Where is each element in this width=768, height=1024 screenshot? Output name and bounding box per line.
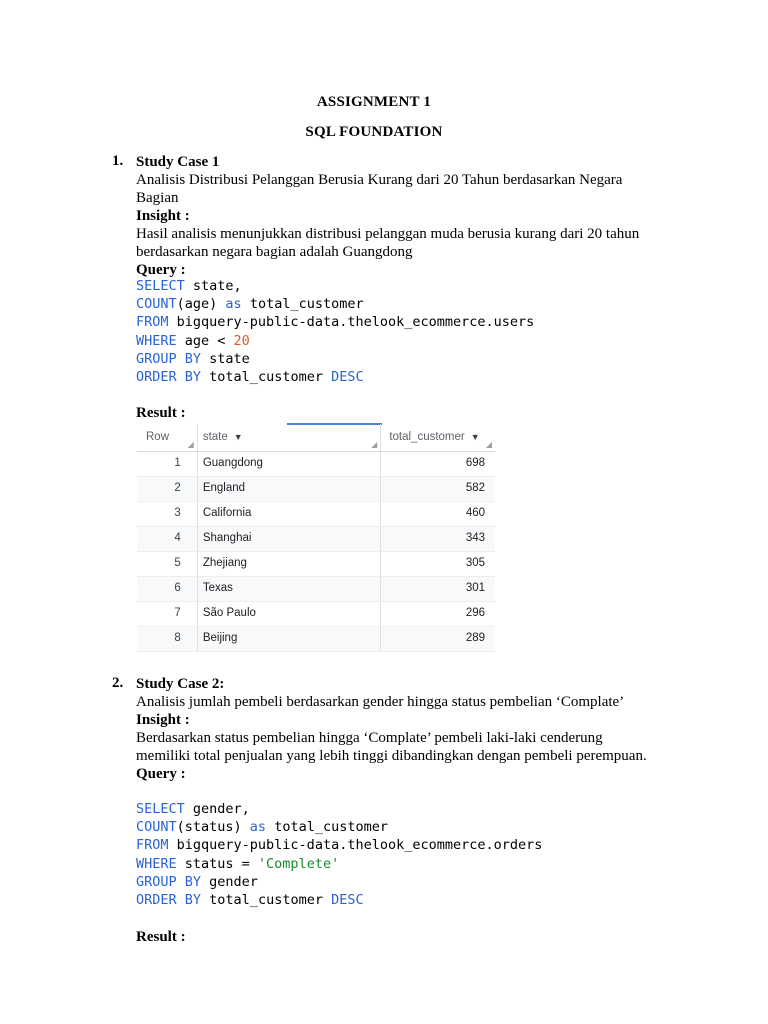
case2-section [136,675,676,783]
cell-state: Zhejiang [202,557,247,569]
resize-grip-icon[interactable]: ◢ [371,440,378,449]
row-number: 8 [174,632,181,644]
case1-sql-code [136,277,534,386]
sql-line: WHERE age < 20 [136,332,250,349]
header-row-label: Row [146,431,170,443]
cell-state: Texas [202,582,233,594]
case2-result-label: Result : [136,929,186,945]
cell-state: Beijing [202,632,238,644]
cell-total: 289 [465,632,485,644]
cell-total: 582 [465,482,485,494]
row-number: 2 [174,482,181,494]
cell-total: 460 [465,507,485,519]
table-row [137,602,495,627]
sql-line: SELECT state, [136,278,242,294]
case1-result-label: Result : [136,405,186,421]
case1-description-line1: Analisis Distribusi Pelanggan Berusia Kurang dari 20 Tahun berdasarkan Negara [136,172,623,188]
cell-total: 305 [465,557,485,569]
table-row [137,627,495,652]
table-row [137,452,495,477]
row-number: 5 [174,557,181,569]
header-state[interactable] [197,424,380,451]
cell-state: England [202,482,246,494]
cell-total: 698 [465,457,485,469]
case1-insight-label: Insight : [136,208,190,224]
case2-heading: Study Case 2: [136,676,225,692]
sql-line: COUNT(age) as total_customer [136,296,364,313]
cell-total: 296 [465,607,485,619]
table-row [137,577,495,602]
row-number: 3 [174,507,181,519]
header-state-label: state [202,431,228,443]
case2-sql-code [136,800,542,909]
sql-line: COUNT(status) as total_customer [136,819,388,836]
header-row [137,424,197,451]
cell-state: California [202,507,252,519]
header-total-label: total_customer [389,431,465,443]
case2-insight-label: Insight : [136,712,190,728]
table-header [137,424,495,452]
table-row [137,502,495,527]
row-number: 4 [174,532,181,544]
document-subtitle: SQL FOUNDATION [305,124,443,140]
sql-line: ORDER BY total_customer DESC [136,892,364,909]
case2-insight-line1: Berdasarkan status pembelian hingga ‘Complate’ pembeli laki-laki cenderung [136,730,603,746]
sql-line: GROUP BY state [136,350,250,367]
table-row [137,552,495,577]
header-total[interactable] [380,424,495,451]
result-table [137,424,495,652]
case1-description-line2: Bagian [136,190,179,206]
sql-line: FROM bigquery-public-data.thelook_ecommerce.orders [136,837,543,854]
sql-line: GROUP BY gender [136,873,258,890]
sql-line: FROM bigquery-public-data.thelook_ecommerce.users [136,314,535,331]
table-row [137,477,495,502]
resize-grip-icon[interactable]: ◢ [485,440,492,449]
sql-line: WHERE status = 'Complete' [136,855,340,872]
cell-state: Shanghai [202,532,252,544]
resize-grip-icon[interactable]: ◢ [187,440,194,449]
case1-insight-line2: berdasarkan negara bagian adalah Guangdong [136,244,413,260]
cell-state: São Paulo [202,607,256,619]
table-row [137,527,495,552]
case1-section [136,153,656,279]
case2-description: Analisis jumlah pembeli berdasarkan gender hingga status pembelian ‘Complate’ [136,694,625,710]
cell-state: Guangdong [202,457,263,469]
document-title: ASSIGNMENT 1 [316,94,432,110]
case2-insight-line2: memiliki total penjualan yang lebih tinggi dibandingkan dengan pembeli perempuan. [136,748,647,764]
case1-query-label: Query : [136,262,186,278]
case1-heading: Study Case 1 [136,154,220,170]
caret-down-icon[interactable]: ▼ [470,432,480,442]
sql-line: ORDER BY total_customer DESC [136,369,364,386]
case1-number: 1. [112,153,124,169]
row-number: 7 [174,607,181,619]
row-number: 1 [174,457,181,469]
cell-total: 343 [465,532,485,544]
sql-line: SELECT gender, [136,801,250,817]
row-number: 6 [174,582,181,594]
case1-insight-line1: Hasil analisis menunjukkan distribusi pelanggan muda berusia kurang dari 20 tahun [136,226,640,242]
case2-number: 2. [112,675,124,691]
caret-down-icon[interactable]: ▼ [233,432,243,442]
cell-total: 301 [465,582,485,594]
case2-query-label: Query : [136,766,186,782]
